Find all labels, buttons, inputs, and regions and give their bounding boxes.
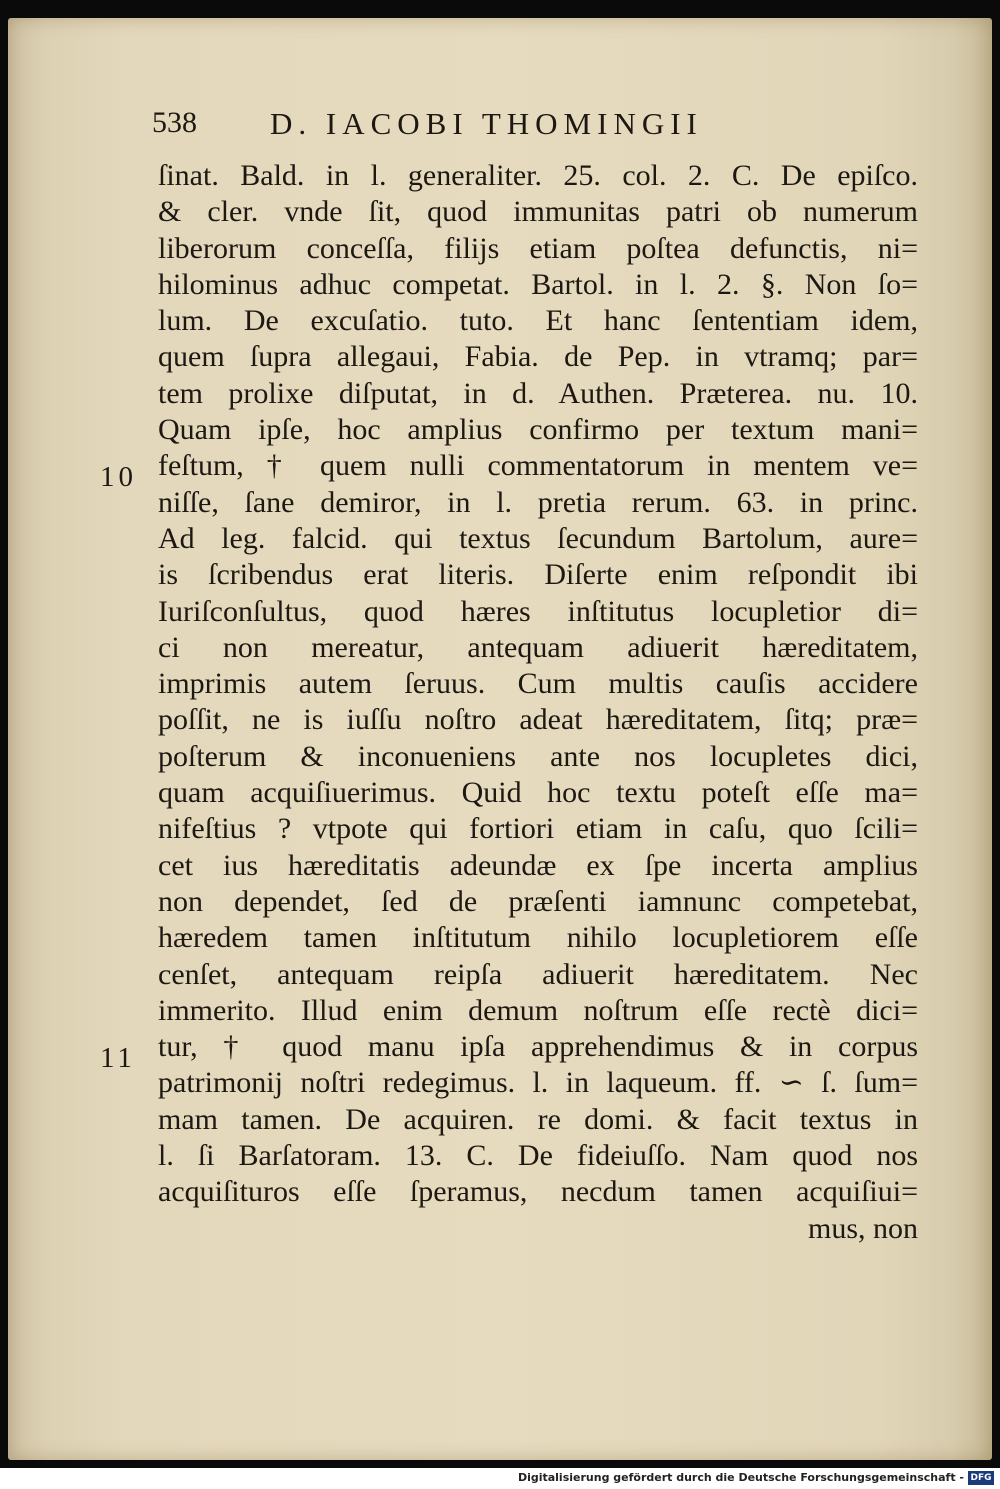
text-line: quam acquiſiuerimus. Quid hoc textu poteſt eſſe ma= — [158, 776, 918, 810]
text-line: ci non mereatur, antequam adiuerit hæreditatem, — [158, 630, 918, 664]
text-line: immerito. Illud enim demum noſtrum eſſe rectè dici= — [158, 993, 918, 1027]
text-line: Iuriſconſultus, quod hæres inſtitutus locupletior di= — [158, 594, 918, 628]
text-line: acquiſituros eſſe ſperamus, necdum tamen acquiſiui= — [158, 1175, 918, 1209]
text-line: Ad leg. falcid. qui textus ſecundum Bartolum, aure= — [158, 521, 918, 555]
text-line: patrimonij noſtri redegimus. l. in laqueum. ff. ∽ ſ. ſum= — [158, 1066, 918, 1100]
footer-bar — [0, 1468, 1000, 1489]
text-line: l. ſi Barſatoram. 13. C. De fideiuſſo. Nam quod nos — [158, 1139, 918, 1173]
text-line: poſterum & inconueniens ante nos locupletes dici, — [158, 739, 918, 773]
text-line: ſinat. Bald. in l. generaliter. 25. col. 2. C. De epiſco. — [158, 159, 918, 192]
margin-number-10: 10 — [100, 461, 137, 493]
book-page — [8, 18, 992, 1460]
body-text — [158, 158, 918, 1247]
text-line: imprimis autem ſeruus. Cum multis cauſis accidere — [158, 667, 918, 701]
catchword: mus, non — [807, 1211, 918, 1245]
text-line: cenſet, antequam reipſa adiuerit hæreditatem. Nec — [158, 957, 918, 991]
running-head — [152, 106, 932, 146]
text-line: poſſit, ne is iuſſu noſtro adeat hæreditatem, ſitq; præ= — [158, 703, 918, 737]
text-line: Quam ipſe, hoc amplius confirmo per textum mani= — [158, 413, 918, 447]
funding-credit: Digitalisierung gefördert durch die Deutsche Forschungsgemeinschaft - — [517, 1471, 964, 1484]
text-line: tem prolixe diſputat, in d. Authen. Præterea. nu. 10. — [158, 376, 918, 410]
text-line: & cler. vnde ſit, quod immunitas patri ob numerum — [158, 195, 918, 229]
text-line: non dependet, ſed de præſenti iamnunc competebat, — [158, 884, 918, 918]
text-line: liberorum conceſſa, filijs etiam poſtea defunctis, ni= — [158, 231, 918, 265]
text-line: hæredem tamen inſtitutum nihilo locupletiorem eſſe — [158, 921, 918, 955]
text-line: tur, † quod manu ipſa apprehendimus & in corpus — [158, 1030, 918, 1064]
text-line: hilominus adhuc competat. Bartol. in l. 2. §. Non ſo= — [158, 267, 918, 301]
text-line: quem ſupra allegaui, Fabia. de Pep. in vtramq; par= — [158, 340, 918, 374]
text-line: is ſcribendus erat literis. Diſerte enim reſpondit ibi — [158, 558, 918, 592]
dfg-logo: DFG — [968, 1471, 994, 1485]
text-line: feſtum, † quem nulli commentatorum in mentem ve= — [158, 449, 918, 483]
text-line: mam tamen. De acquiren. re domi. & facit textus in — [158, 1102, 918, 1136]
text-line: nifeſtius ? vtpote qui fortiori etiam in caſu, quo ſcili= — [158, 812, 918, 846]
margin-number-11: 11 — [100, 1042, 136, 1074]
text-line: lum. De excuſatio. tuto. Et hanc ſententiam idem, — [158, 304, 918, 338]
text-line: niſſe, ſane demiror, in l. pretia rerum. 63. in princ. — [158, 485, 918, 519]
text-line: cet ius hæreditatis adeundæ ex ſpe incerta amplius — [158, 848, 918, 882]
page-number: 538 — [152, 106, 197, 139]
running-head-title: D. IACOBI THOMINGII — [270, 106, 703, 141]
